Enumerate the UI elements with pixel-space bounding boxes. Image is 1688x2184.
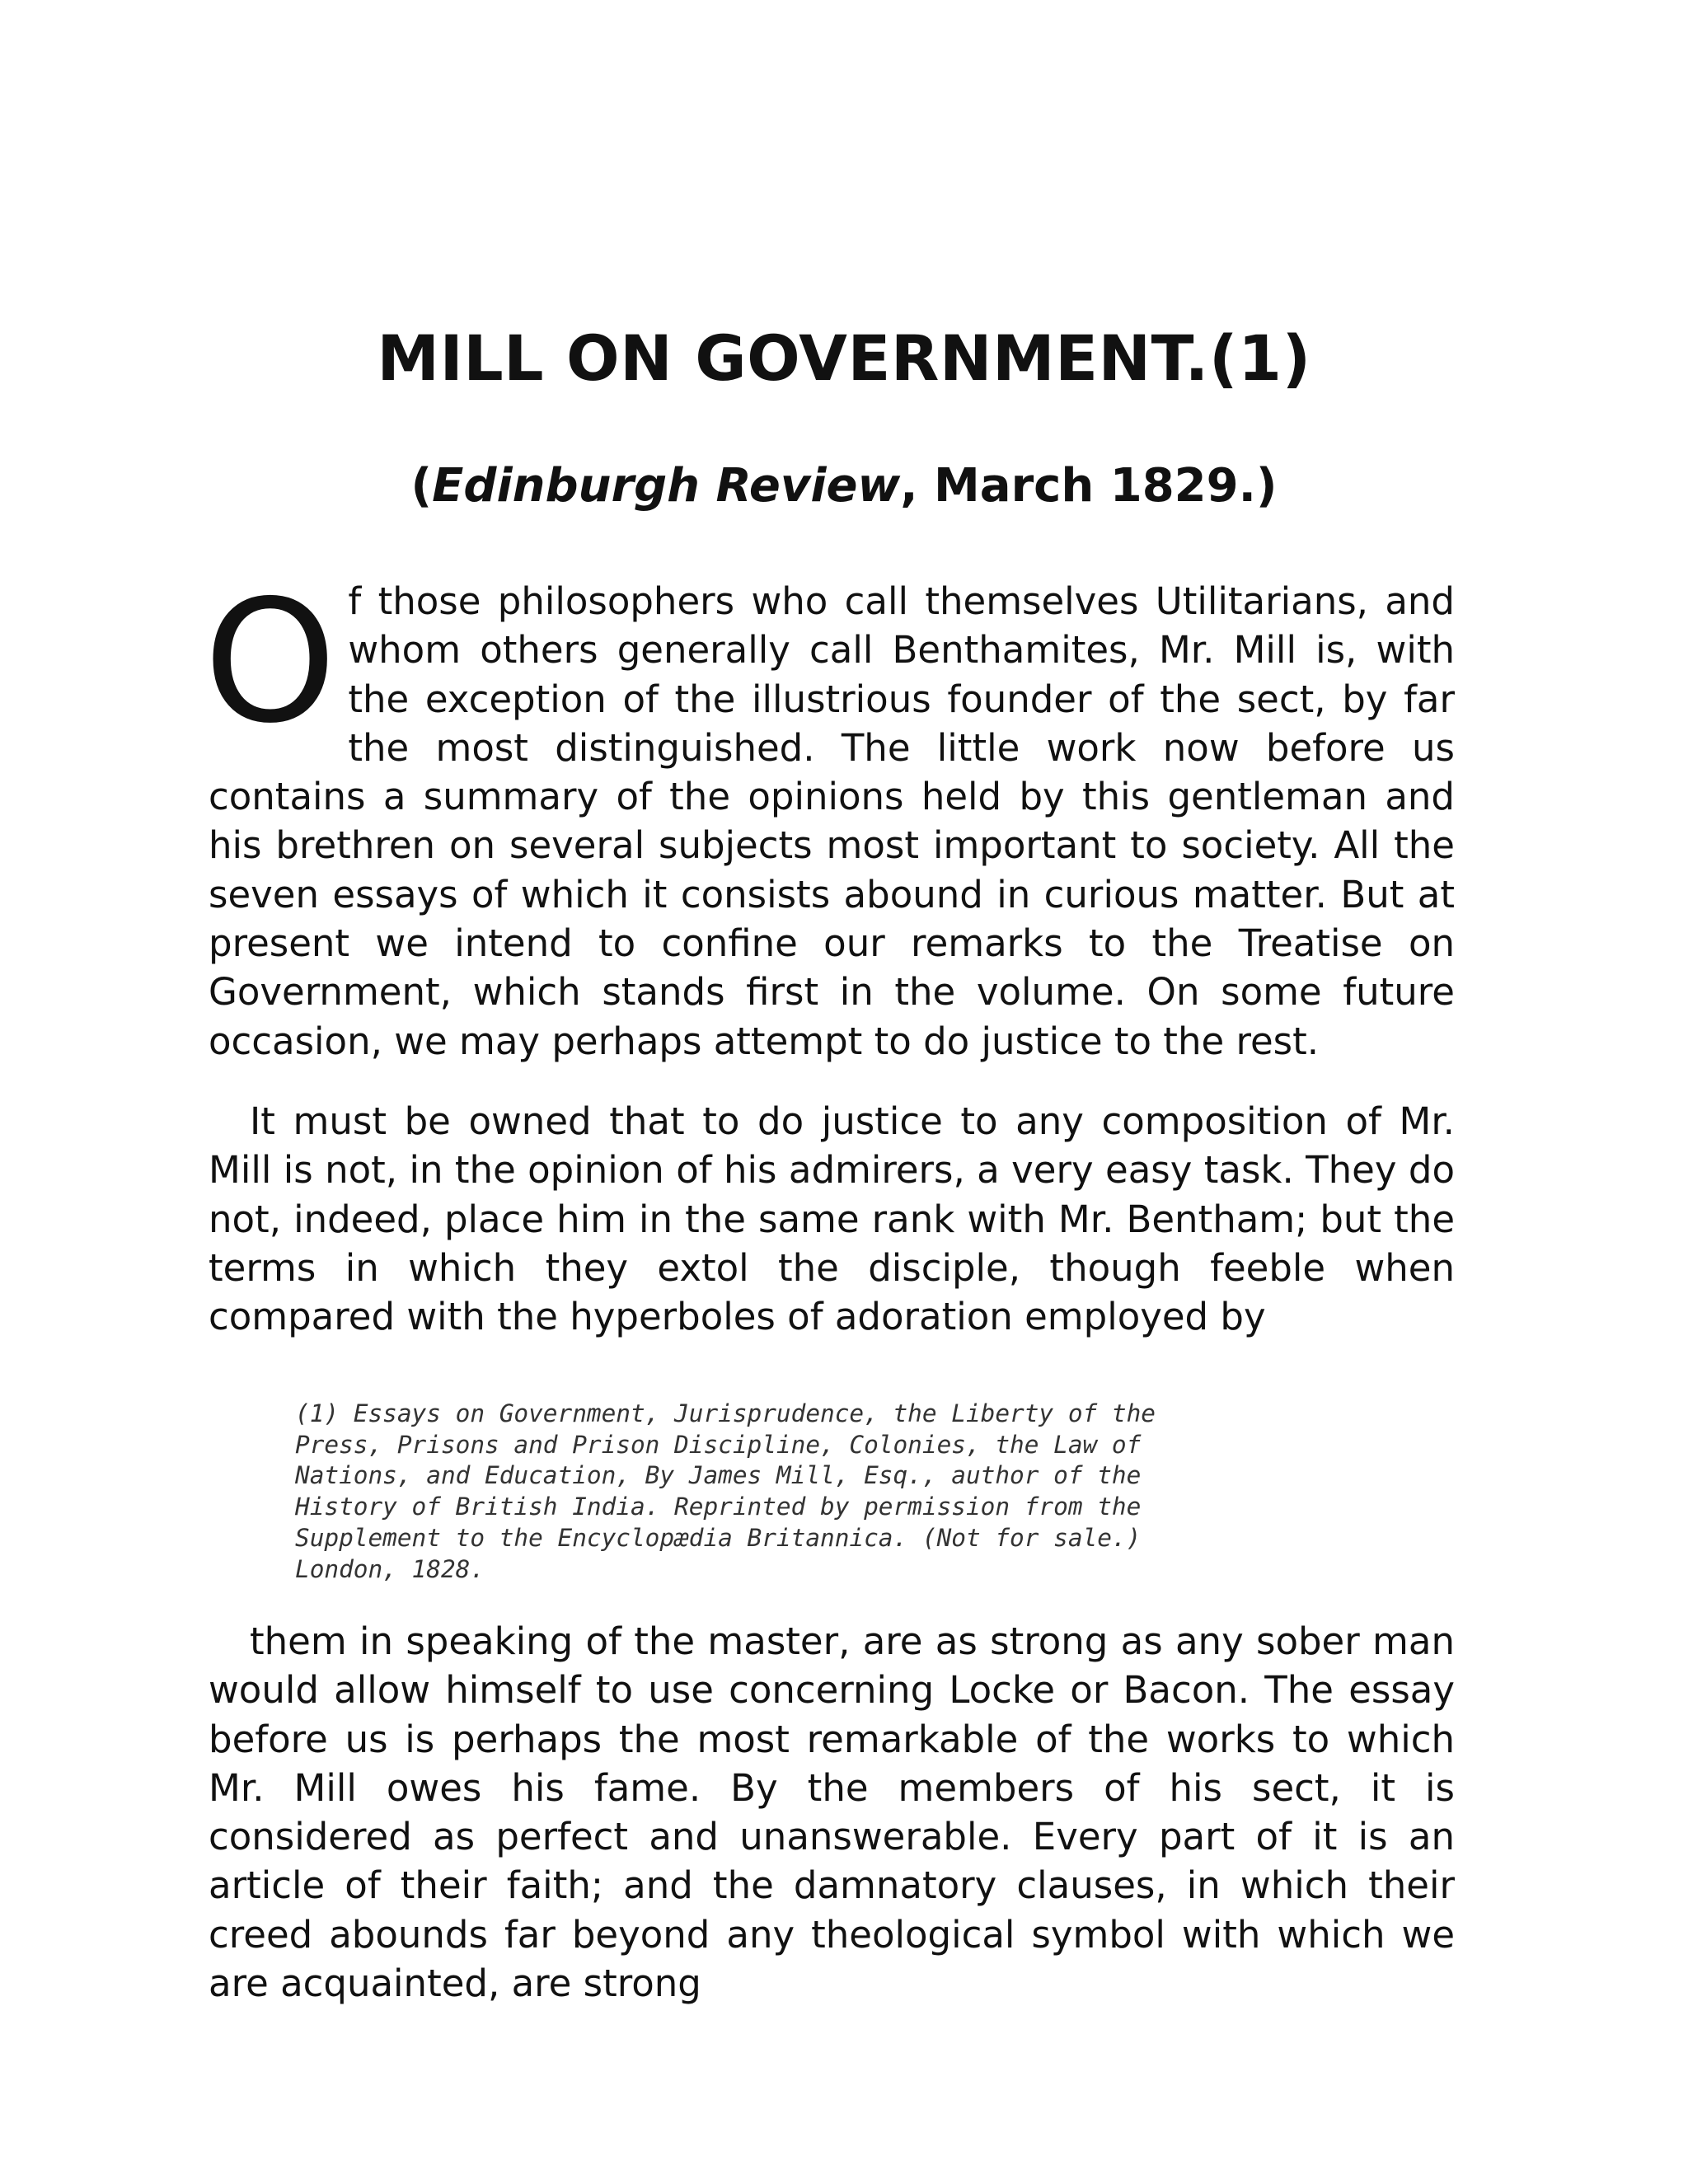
subtitle-open-paren: ( bbox=[410, 459, 433, 513]
footnote: (1) Essays on Government, Jurisprudence, the Liberty of the Press, Prisons and Prison Discipline, Colonies, the Law of Nations, and Education, By James Mill, Esq., author of the History of British India. Reprinted by permission from the Supplement to the Encyclopædia Britannica. (Not for sale.) London, 1828. bbox=[295, 1399, 1156, 1583]
subtitle-date: , March 1829.) bbox=[900, 459, 1278, 513]
paragraph-3: them in speaking of the master, are as strong as any sober man would allow himself to use concerning Locke or Bacon. The essay before us is perhaps the most remarkable of the works to which Mr. Mill owes his fame. By the members of his sect, it is considered as perfect and unanswerable. Every part of it is an article of their faith; and the damnatory clauses, in which their creed abounds far beyond any theological symbol with which we are acquainted, are strong bbox=[209, 1619, 1455, 2006]
paragraph-1 bbox=[204, 565, 1455, 1066]
chapter-title: MILL ON GOVERNMENT.(1) bbox=[377, 321, 1311, 395]
paragraph-2: It must be owned that to do justice to any composition of Mr. Mill is not, in the opinion of his admirers, a very easy task. They do not, indeed, place him in the same rank with Mr. Bentham; but the terms in which they extol the disciple, though feeble when compared with the hyperboles of adoration employed by bbox=[209, 1099, 1455, 1339]
subtitle-publication: Edinburgh Review bbox=[432, 459, 901, 513]
chapter-subtitle bbox=[0, 453, 1688, 519]
drop-cap: O bbox=[204, 565, 337, 761]
paragraph-1-text: f those philosophers who call themselves Utilitarians, and whom others generally call Benthamites, Mr. Mill is, with the exception of the illustrious founder of the sect, by far the most distinguished. The little work now before us contains a summary of the opinions held by this gentleman and his brethren on several subjects most important to society. All the seven essays of which it consists abound in curious matter. But at present we intend to confine our remarks to the Treatise on Government, which stands first in the volume. On some future occasion, we may perhaps attempt to do justice to the rest. bbox=[209, 579, 1455, 1063]
